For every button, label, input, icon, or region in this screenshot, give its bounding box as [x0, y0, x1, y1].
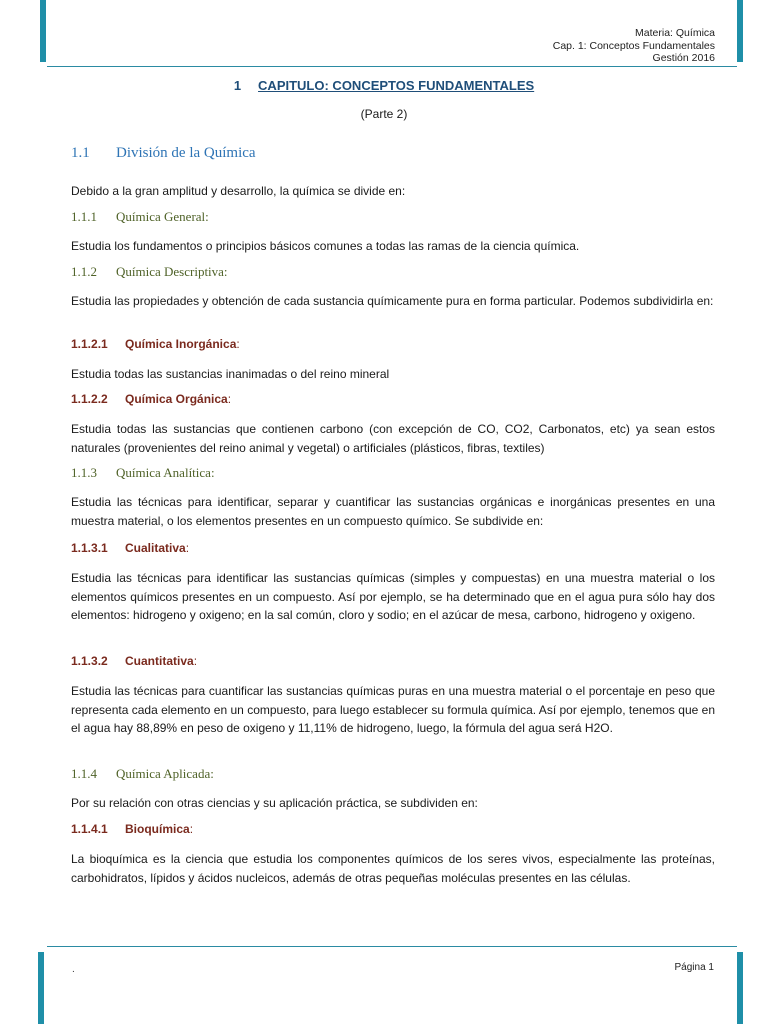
heading-colon: : [185, 541, 190, 555]
heading-title: Química Descriptiva: [116, 264, 228, 279]
paragraph-quimica-analitica: Estudia las técnicas para identificar, separar y cuantificar las sustancias orgánicas e inorgánicas presentes en una muestra material, o los elementos presentes en un compuesto químico. Se subdivide en: [71, 495, 715, 528]
chapter-number: 1 [233, 78, 242, 93]
heading-colon: : [189, 822, 194, 836]
heading-number: 1.1.3 [71, 465, 97, 480]
heading-number: 1.1.2.2 [71, 392, 108, 406]
heading-title: Cuantitativa [125, 654, 194, 668]
heading-quimica-inorganica [71, 337, 240, 351]
left-top-accent-bar [40, 0, 46, 62]
heading-bioquimica [71, 822, 193, 836]
heading-title: Química Inorgánica [125, 337, 237, 351]
paragraph-cualitativa: Estudia las técnicas para identificar las sustancias químicas (simples y compuestas) en una muestra material o los elementos químicos presentes en un compuesto. Así por ejemplo, se ha determinado que en el agua pura sólo hay dos elementos: hidrogeno y oxigeno; en la sal común, cloro y sodio; en el azúcar de mesa, carbono, hidrogeno y oxigeno. [71, 571, 715, 622]
heading-quimica-organica [71, 392, 231, 406]
heading-cuantitativa [71, 654, 197, 668]
heading-title: Química Orgánica [125, 392, 228, 406]
page-number: Página 1 [674, 962, 714, 973]
heading-cualitativa [71, 541, 189, 555]
page-header [553, 27, 715, 65]
chapter-part: (Parte 2) [360, 107, 408, 121]
header-chapter: Cap. 1: Conceptos Fundamentales [552, 39, 715, 52]
heading-number: 1.1.2.1 [71, 337, 108, 351]
heading-colon: : [236, 337, 240, 351]
section-heading [71, 145, 256, 162]
heading-number: 1.1.4.1 [71, 822, 108, 836]
heading-title: Química Aplicada: [116, 766, 214, 781]
paragraph-quimica-inorganica: Estudia todas las sustancias inanimadas o del reino mineral [71, 367, 390, 381]
header-subject: Materia: Química [635, 27, 715, 39]
heading-number: 1.1.4 [71, 766, 97, 781]
chapter-title [0, 78, 768, 93]
paragraph-bioquimica: La bioquímica es la ciencia que estudia los componentes químicos de los seres vivos, especialmente las proteínas, carbohidratos, lípidos y ácidos nucleicos, además de otras pequeñas moléculas presentes en las células. [71, 852, 715, 885]
heading-title: Química Analítica: [116, 465, 215, 480]
heading-quimica-general [71, 209, 209, 225]
heading-number: 1.1.2 [71, 264, 97, 279]
heading-quimica-descriptiva [71, 264, 228, 280]
heading-title: Bioquímica [125, 822, 190, 836]
section-title: División de la Química [116, 145, 256, 161]
right-top-accent-bar [737, 0, 743, 62]
paragraph-quimica-organica: Estudia todas las sustancias que contienen carbono (con excepción de CO, CO2, Carbonatos, etc) ya sean estos naturales (provenientes del reino animal y vegetal) o artificiales (plásticos, fibras, textiles) [71, 422, 715, 455]
header-term: Gestión 2016 [652, 52, 715, 64]
paragraph-quimica-aplicada: Por su relación con otras ciencias y su aplicación práctica, se subdividen en: [71, 796, 478, 810]
right-bottom-accent-bar [737, 952, 743, 1024]
section-number: 1.1 [71, 145, 90, 161]
intro-paragraph: Debido a la gran amplitud y desarrollo, la química se divide en: [71, 184, 406, 198]
paragraph-quimica-general: Estudia los fundamentos o principios básicos comunes a todas las ramas de la ciencia química. [71, 239, 580, 253]
heading-number: 1.1.3.1 [71, 541, 108, 555]
heading-number: 1.1.1 [71, 209, 97, 224]
chapter-title-text: CAPITULO: CONCEPTOS FUNDAMENTALES [258, 78, 535, 93]
heading-title: Cualitativa [125, 541, 186, 555]
paragraph-quimica-descriptiva: Estudia las propiedades y obtención de cada sustancia químicamente pura en forma particular. Podemos subdividirla en: [71, 294, 714, 308]
heading-quimica-aplicada [71, 766, 214, 782]
heading-colon: : [193, 654, 198, 668]
paragraph-cuantitativa: Estudia las técnicas para cuantificar las sustancias químicas puras en una muestra material o el porcentaje en peso que representa cada elemento en un compuesto, para luego establecer su formula química. Así por ejemplo, tenemos que en el agua hay 88,89% en peso de oxigeno y 11,11% de hidrogeno, luego, la fórmula del agua será H2O. [71, 684, 715, 735]
left-bottom-accent-bar [38, 952, 44, 1024]
heading-title: Química General: [116, 209, 209, 224]
footer-rule [47, 946, 737, 947]
heading-quimica-analitica [71, 465, 215, 481]
heading-number: 1.1.3.2 [71, 654, 108, 668]
header-rule [47, 66, 737, 67]
heading-colon: : [227, 392, 232, 406]
footer-left-mark: . [72, 964, 75, 975]
